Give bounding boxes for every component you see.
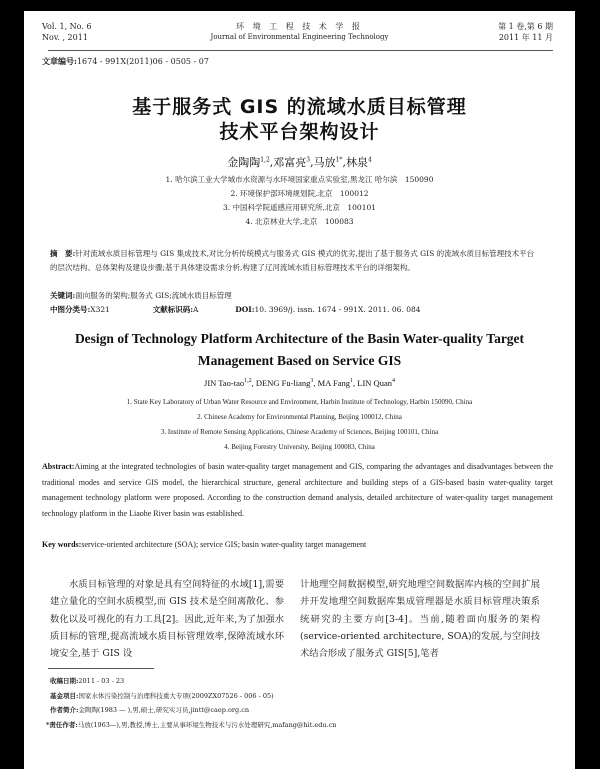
date-cn: 2011 年 11 月 <box>498 33 553 42</box>
paper-page <box>24 11 575 769</box>
author-en: MA Fang <box>317 378 351 388</box>
affiliation-en: 2. Chinese Academy for Environmental Planning, Beijing 100012, China <box>197 413 402 421</box>
title-en-line1: Design of Technology Platform Architecture of the Basin Water-quality Target <box>74 331 525 346</box>
footnote-label: 基金项目: <box>50 691 79 700</box>
author-sup: 3 <box>306 156 311 164</box>
keywords-en-text: service-oriented architecture (SOA); service GIS; basin water-quality target management <box>81 540 367 549</box>
author-sup: 1 <box>350 378 354 385</box>
title-en-line2: Management Based on Service GIS <box>197 353 402 368</box>
footnote-label: 作者简介: <box>50 706 79 714</box>
affiliations-cn <box>24 173 575 229</box>
footnote-received <box>50 674 336 689</box>
affiliation-cn: 2. 环境保护部环境规划院,北京 100012 <box>230 189 369 198</box>
affiliations-en <box>24 395 575 455</box>
footnote-text: 金陶陶(1983 — ),男,硕士,研究实习员,jintt@caep.org.cn <box>78 706 250 714</box>
classification-line <box>50 303 550 317</box>
footnote-funding <box>50 689 336 704</box>
header-rule <box>48 50 553 51</box>
journal-name-cn: 环 境 工 程 技 术 学 报 <box>236 22 363 31</box>
footnote-text: 马放(1963—),男,教授,博士,主要从事环境生物技术与污水处理研究,mafang@hit.edu.cn <box>77 720 337 729</box>
keywords-en-label: Key words: <box>42 540 82 549</box>
header-right <box>498 21 553 43</box>
title-cn-line1: 基于服务式 GIS 的流域水质目标管理 <box>132 96 467 118</box>
author-cn: 邓富亮 <box>273 156 307 169</box>
footnote-label: *责任作者: <box>46 720 78 729</box>
doi-label: DOI: <box>235 305 255 314</box>
keywords-cn <box>50 289 538 303</box>
volume-en: Vol. 1, No. 6 <box>42 22 92 31</box>
body-column-right: 计地理空间数据模型,研究地理空间数据库内核的空间扩展并开发地理空间数据库集成管理器是水质目标管理决策系统研究的主要方向[3-4]。当前,随着面向服务的架构(service-oriented architecture, SOA)的发展,与空间技术结合形成了服务式 GIS[5],笔者 <box>300 579 540 660</box>
affiliation-en: 4. Beijing Forestry University, Beijing 100083, China <box>224 443 375 451</box>
author-en: LIN Quan <box>357 378 392 388</box>
journal-name-en: Journal of Environmental Engineering Technology <box>210 33 389 41</box>
footnote-text: 国家水体污染控制与治理科技重大专项(2009ZX07526 - 006 - 05) <box>78 691 274 700</box>
affiliation-cn: 1. 哈尔滨工业大学城市水资源与水环境国家重点实验室,黑龙江 哈尔滨 150090 <box>165 175 434 184</box>
author-sup: 4 <box>391 378 395 385</box>
authors-en: JIN Tao-tao$^{1,2}$, DENG Fu-liang$^3$, MA Fang$^1$, LIN Quan$^4$ <box>204 378 395 388</box>
abstract-en-text: Aiming at the integrated technologies of basin water-quality target management and GIS, comparing the advantages and disadvantages between the traditional modes and service GIS model, the hierarchical structure, general architecture and building steps of a GIS-based basin water-quality target management technology platform were proposed. According to the construction demand analysis, detailed architecture of water-quality target management technology platform in the Liaohe River basin was established. <box>42 462 553 518</box>
article-number-label: 文章编号: <box>42 56 77 66</box>
footnotes <box>46 674 337 732</box>
abstract-cn-text: 针对流域水质目标管理与 GIS 集成技术,对比分析传统模式与服务式 GIS 模式的优劣,提出了基于服务式 GIS 的流域水质目标管理技术平台的层次结构、总体架构及建设步骤;基于具体建设需求分析,构建了辽河流域水质目标管理技术平台的详细架构。 <box>50 249 535 272</box>
footnote-label: 收稿日期: <box>50 677 79 685</box>
keywords-cn-text: 面向服务的架构;服务式 GIS;流域水质目标管理 <box>75 291 232 300</box>
affiliation-en: 3. Institute of Remote Sensing Applications, Chinese Academy of Sciences, Beijing 100101, China <box>160 428 439 436</box>
clc-value: X321 <box>90 305 110 314</box>
date-en: Nov. , 2011 <box>42 33 88 42</box>
article-number-value: 1674 - 991X(2011)06 - 0505 - 07 <box>76 57 209 66</box>
footnote-author-bio <box>50 703 336 718</box>
doc-code-label: 文献标识码: <box>152 305 193 314</box>
clc-label: 中图分类号: <box>50 305 91 314</box>
abstract-cn <box>50 247 538 275</box>
author-cn: 金陶陶 <box>227 156 261 169</box>
abstract-en <box>42 459 553 521</box>
author-cn: 马放 <box>313 156 336 169</box>
abstract-cn-label: 摘 要: <box>50 249 76 258</box>
author-sup: 1,2 <box>244 378 252 385</box>
footnote-rule <box>48 668 154 669</box>
footnote-corresponding <box>46 718 336 733</box>
abstract-en-label: Abstract: <box>42 462 75 471</box>
volume-cn: 第 1 卷,第 6 期 <box>498 22 553 31</box>
doi-value: 10. 3969/j. issn. 1674 - 991X. 2011. 06. 084 <box>254 305 421 314</box>
author-cn: 林泉 <box>345 156 368 169</box>
author-sup: 3 <box>310 378 314 385</box>
header-center <box>24 21 575 43</box>
affiliation-cn: 3. 中国科学院遥感应用研究所,北京 100101 <box>222 203 377 212</box>
author-sup: 4 <box>367 156 372 164</box>
affiliation-cn: 4. 北京林业大学,北京 100083 <box>245 217 354 226</box>
author-en: JIN Tao-tao <box>204 378 245 388</box>
affiliation-en: 1. State Key Laboratory of Urban Water Resource and Environment, Harbin Institute of Technology, Harbin 150090, China <box>126 398 473 406</box>
author-sup: 1,2 <box>260 156 270 164</box>
doc-code-value: A <box>193 305 199 314</box>
keywords-cn-label: 关键词: <box>50 291 76 300</box>
footnote-text: 2011 - 03 - 23 <box>78 677 125 685</box>
authors-cn: 金陶陶$^{1,2}$,邓富亮$^3$,马放$^{1*}$,林泉$^4$ <box>227 156 372 169</box>
author-sup: 1* <box>335 156 343 164</box>
keywords-en <box>42 537 553 553</box>
body-column-left: 水质目标管理的对象是具有空间特征的水域[1],需要建立量化的空间水质模型,而 GIS 技术是空间离散化、参数化以及可视化的有力工具[2]。因此,近年来,为了加强水质目标的管理,提高流域水质目标管理效率,保障流域水环境安全,基于 GIS 设 <box>50 579 284 660</box>
article-number <box>42 56 209 67</box>
author-en: DENG Fu-liang <box>255 378 311 388</box>
title-cn-line2: 技术平台架构设计 <box>219 121 380 143</box>
